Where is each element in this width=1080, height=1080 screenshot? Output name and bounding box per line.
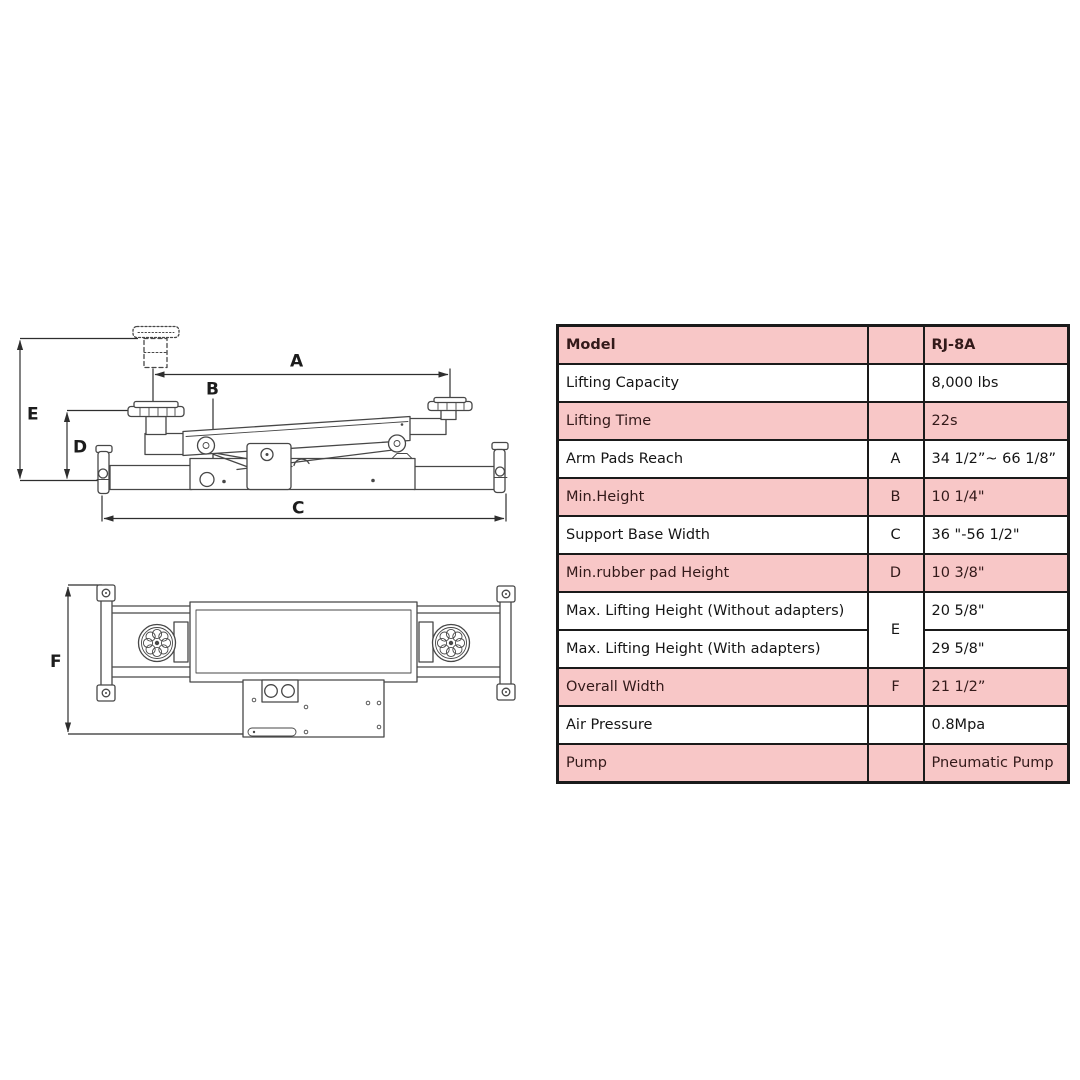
table-row: [558, 706, 1069, 744]
right-arm-pad: [428, 398, 472, 420]
left-pivot: [198, 437, 215, 454]
dim-c: [102, 494, 506, 522]
center-body: [190, 602, 417, 682]
dim-label-e: E: [27, 404, 39, 425]
spec-letter-cell: [868, 364, 924, 402]
spec-label-cell: Support Base Width: [558, 516, 868, 554]
spec-value-cell: 10 1/4": [924, 478, 1069, 516]
table-row: [558, 630, 1069, 668]
dim-label-a: A: [290, 351, 304, 372]
spec-label-cell: Model: [558, 326, 868, 365]
dim-e: [20, 339, 138, 481]
spec-letter-cell: F: [868, 668, 924, 706]
lift-beam: [145, 417, 446, 456]
dim-label-c: C: [292, 498, 305, 519]
right-swivel-pad: [433, 625, 470, 662]
spec-letter-cell: D: [868, 554, 924, 592]
right-pivot: [389, 435, 406, 452]
spec-value-cell: 10 3/8": [924, 554, 1069, 592]
air-cylinder: [247, 444, 291, 490]
table-row: [558, 326, 1069, 365]
spec-letter-cell: C: [868, 516, 924, 554]
table-row: [558, 554, 1069, 592]
right-roller: [496, 467, 505, 476]
left-swivel-pad: [139, 625, 176, 662]
table-row: [558, 744, 1069, 783]
table-row: [558, 668, 1069, 706]
spec-label-cell: Min.rubber pad Height: [558, 554, 868, 592]
spec-value-cell: 34 1/2”~ 66 1/8”: [924, 440, 1069, 478]
spec-label-cell: Overall Width: [558, 668, 868, 706]
side-view-drawing: [0, 295, 540, 530]
spec-label-cell: Min.Height: [558, 478, 868, 516]
left-arm-pad: [128, 402, 184, 435]
table-row: [558, 440, 1069, 478]
left-rail: [97, 585, 115, 701]
pump-plate: [243, 680, 384, 737]
spec-value-cell: 22s: [924, 402, 1069, 440]
spec-label-cell: Arm Pads Reach: [558, 440, 868, 478]
spec-table: [556, 324, 1070, 784]
spec-label-cell: Max. Lifting Height (With adapters): [558, 630, 868, 668]
table-row: [558, 592, 1069, 630]
spec-value-cell: RJ-8A: [924, 326, 1069, 365]
spec-label-cell: Air Pressure: [558, 706, 868, 744]
spec-value-cell: 20 5/8": [924, 592, 1069, 630]
spec-label-cell: Pump: [558, 744, 868, 783]
right-rail: [497, 586, 515, 700]
adapter-dashed: [133, 327, 179, 368]
spec-value-cell: Pneumatic Pump: [924, 744, 1069, 783]
spec-letter-cell: A: [868, 440, 924, 478]
dim-label-d: D: [73, 437, 88, 458]
dim-label-f: F: [50, 652, 62, 672]
table-row: [558, 402, 1069, 440]
spec-label-cell: Max. Lifting Height (Without adapters): [558, 592, 868, 630]
spec-letter-cell-merged: E: [868, 592, 924, 668]
spec-label-cell: Lifting Time: [558, 402, 868, 440]
top-view-drawing: [0, 545, 540, 780]
dim-a: [153, 352, 450, 403]
spec-label-cell: Lifting Capacity: [558, 364, 868, 402]
spec-letter-cell: [868, 326, 924, 365]
spec-letter-cell: [868, 402, 924, 440]
spec-letter-cell: [868, 706, 924, 744]
spec-value-cell: 0.8Mpa: [924, 706, 1069, 744]
base-box: [190, 459, 415, 490]
spec-value-cell: 8,000 lbs: [924, 364, 1069, 402]
left-roller: [99, 469, 108, 478]
table-row: [558, 364, 1069, 402]
spec-value-cell: 36 "-56 1/2": [924, 516, 1069, 554]
table-row: [558, 478, 1069, 516]
table-row: [558, 516, 1069, 554]
spec-value-cell: 21 1/2”: [924, 668, 1069, 706]
spec-letter-cell: [868, 744, 924, 783]
spec-letter-cell: B: [868, 478, 924, 516]
spec-value-cell: 29 5/8": [924, 630, 1069, 668]
dim-label-b: B: [206, 379, 219, 400]
